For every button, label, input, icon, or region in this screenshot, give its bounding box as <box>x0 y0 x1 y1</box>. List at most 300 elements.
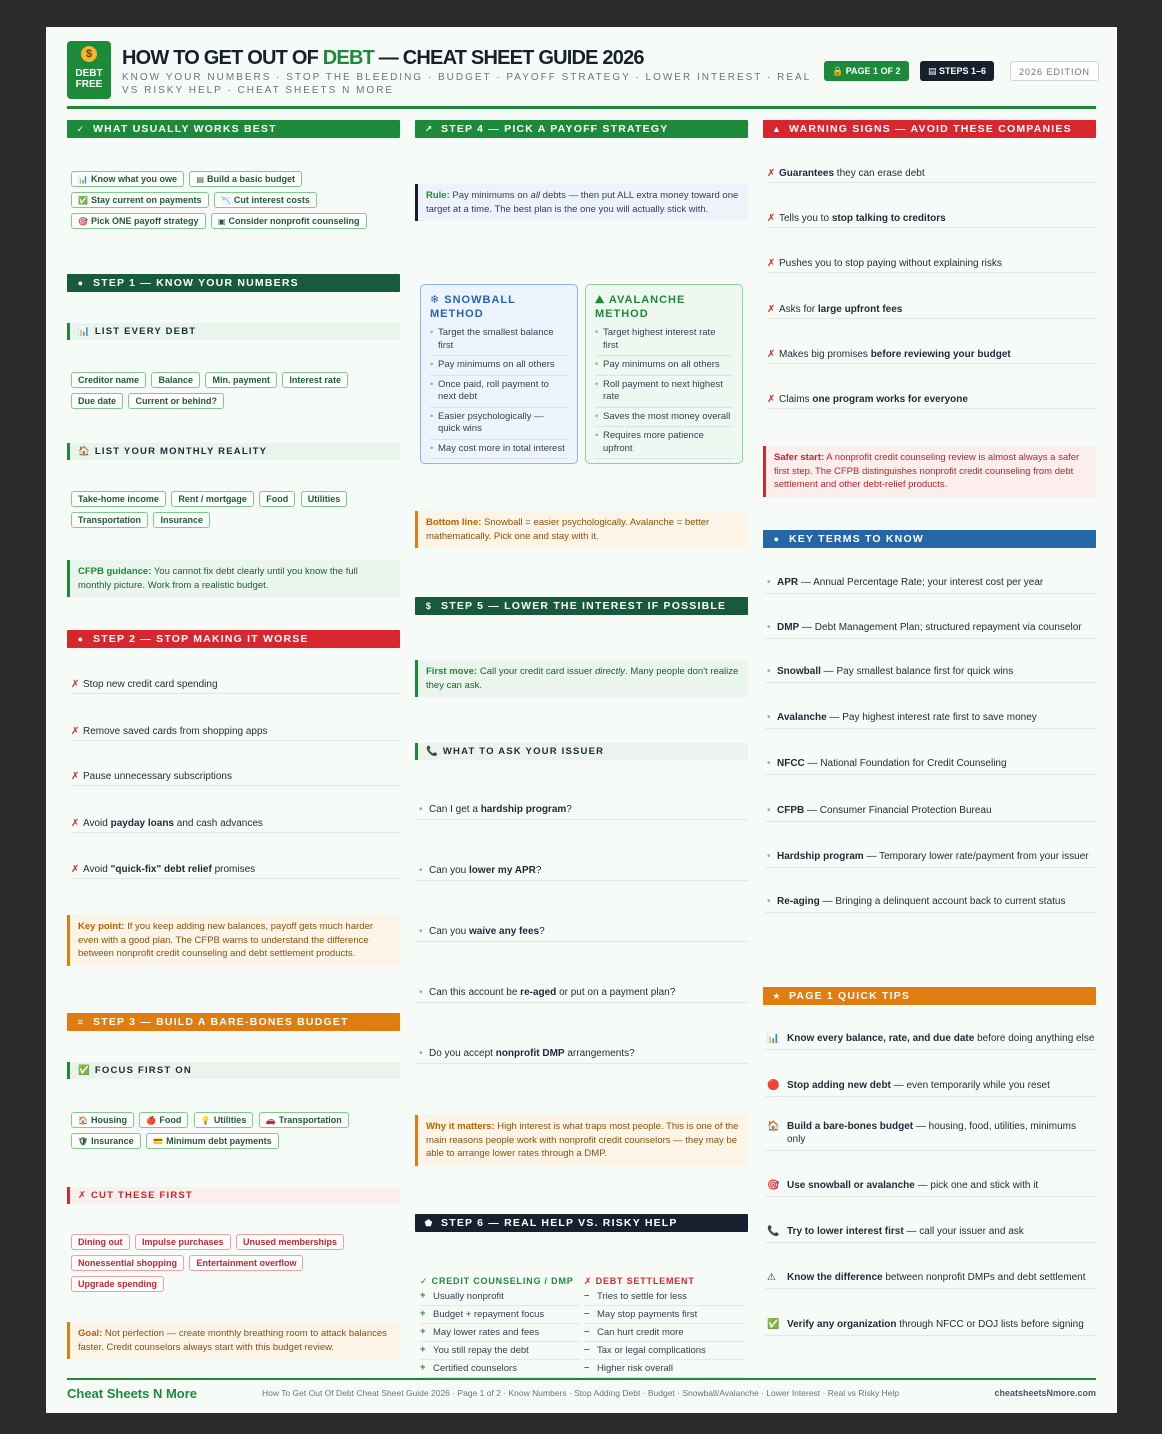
x-icon: ✗ <box>767 213 776 224</box>
minus-icon: – <box>584 1290 590 1301</box>
term-item <box>765 850 1096 868</box>
minus-icon: – <box>584 1362 590 1373</box>
goal-callout <box>67 1322 400 1359</box>
item-bold: before reviewing your budget <box>870 349 1011 360</box>
reality-chips <box>71 489 391 531</box>
plus-icon: + <box>420 1308 426 1319</box>
tip-text: between nonprofit DMPs and debt settlement <box>882 1272 1086 1283</box>
callout-label: Why it matters: <box>426 1121 495 1132</box>
step2-header <box>67 630 400 648</box>
step3-title: STEP 3 — BUILD A BARE-BONES BUDGET <box>93 1016 349 1028</box>
x-icon: ✗ <box>71 771 80 782</box>
logo-text-1: DEBT <box>75 68 103 79</box>
chip-label: Minimum debt payments <box>166 1136 272 1146</box>
works-best-title: WHAT USUALLY WORKS BEST <box>93 123 277 135</box>
terms-header <box>763 530 1096 548</box>
tip-bold: Know every balance, rate, and due date <box>787 1033 975 1044</box>
first-move-callout <box>415 660 748 697</box>
focus-chips <box>71 1110 391 1152</box>
item-text: May stop payments first <box>597 1309 698 1320</box>
info-icon: ● <box>77 278 85 288</box>
item-text: Do you accept <box>429 1048 496 1059</box>
item-bold: stop talking to creditors <box>831 213 946 224</box>
term-name: CFPB <box>777 805 805 816</box>
callout-label: Bottom line: <box>426 517 482 528</box>
house-icon: 🏠 <box>78 1116 88 1125</box>
shield-icon: ⬟ <box>424 1218 434 1228</box>
chip-food: Food <box>259 491 295 507</box>
chip-pick-strategy <box>71 213 206 229</box>
item-text: You still repay the debt <box>433 1345 529 1356</box>
item-bold: payday loans <box>110 818 174 829</box>
tip-text: — call your issuer and ask <box>903 1226 1024 1237</box>
footer-brand: Cheat Sheets N More <box>67 1386 198 1401</box>
callout-label: CFPB guidance: <box>78 566 152 577</box>
callout-text: Snowball = easier psychologically. Avalanche = better mathematically. Pick one and stay with it. <box>426 517 710 542</box>
chip-current-behind: Current or behind? <box>128 393 224 409</box>
term-item <box>765 804 1096 822</box>
item-text: ? <box>535 865 542 876</box>
apple-icon: 🍎 <box>146 1116 157 1125</box>
list-item: • Target highest interest rate first <box>595 327 733 356</box>
logo-text-2: FREE <box>75 79 103 90</box>
item-text: Avoid <box>83 864 111 875</box>
term-def: — Pay highest interest rate first to save money <box>826 712 1037 723</box>
monthly-reality-header <box>67 443 400 460</box>
warnings-title: WARNING SIGNS — AVOID THESE COMPANIES <box>789 123 1072 135</box>
item-bold: one program works for everyone <box>812 394 968 405</box>
star-icon: ★ <box>772 991 782 1001</box>
check-icon: ✅ <box>767 1319 780 1330</box>
item-text: Claims <box>779 394 813 405</box>
item-text: ? <box>539 926 545 937</box>
chip-balance: Balance <box>151 372 200 388</box>
term-name: DMP <box>777 622 800 633</box>
plus-icon: + <box>420 1344 426 1355</box>
term-item <box>765 757 1096 775</box>
avalanche-card <box>585 284 743 464</box>
snowball-list <box>430 327 568 459</box>
term-name: APR <box>777 577 799 588</box>
term-def: — Temporary lower rate/payment from your issuer <box>863 851 1089 862</box>
chip-insurance: Insurance <box>153 512 210 528</box>
chip-impulse: Impulse purchases <box>135 1234 231 1250</box>
step2-list <box>71 679 400 879</box>
term-def: — Pay smallest balance first for quick wins <box>820 666 1014 677</box>
step2-title: STEP 2 — STOP MAKING IT WORSE <box>93 633 309 645</box>
chip-insurance <box>71 1133 141 1149</box>
item-text: Can you <box>429 865 470 876</box>
list-item <box>71 864 400 879</box>
tip-text: — pick one and stick with it <box>914 1180 1039 1191</box>
info-icon: ● <box>773 534 781 544</box>
callout-text: Call your credit card issuer <box>477 666 595 677</box>
warning-icon: ⚠ <box>767 1272 776 1283</box>
target-icon: 🎯 <box>767 1180 780 1191</box>
car-icon: 🚗 <box>265 1116 276 1125</box>
title-pre: HOW TO GET OUT OF <box>122 47 323 69</box>
item-bold: "quick-fix" debt relief <box>110 864 212 875</box>
list-item <box>415 987 748 1003</box>
callout-emphasis: directly <box>594 666 626 677</box>
cheat-sheet-page <box>46 27 1117 1413</box>
tip-item <box>765 1225 1096 1243</box>
callout-text: debts — then put ALL extra money toward one target at a time. The best plan is the one you will actually stick with. <box>426 190 739 215</box>
x-icon: ✗ <box>767 349 776 360</box>
chart-icon: 📊 <box>78 326 95 337</box>
snowball-card <box>420 284 578 464</box>
term-def: — Bringing a delinquent account back to current status <box>819 896 1066 907</box>
header-divider <box>67 106 1096 109</box>
snowball-title <box>430 293 568 321</box>
chip-label: Stay current on payments <box>90 195 202 205</box>
chip-min-debt <box>146 1133 278 1149</box>
callout-label: Safer start: <box>774 452 825 463</box>
list-item <box>584 1309 744 1324</box>
list-item <box>584 1345 744 1360</box>
item-bold: hardship program <box>480 804 567 815</box>
x-icon: ✗ <box>71 726 80 737</box>
tip-item <box>765 1120 1096 1151</box>
tip-item <box>765 1271 1096 1289</box>
budget-icon: ▤ <box>196 175 204 184</box>
tip-item <box>765 1179 1096 1197</box>
chip-cut-interest <box>214 192 317 208</box>
chip-interest-rate: Interest rate <box>282 372 348 388</box>
list-item <box>420 1291 580 1306</box>
alert-icon: ● <box>77 634 85 644</box>
tip-item <box>765 1032 1096 1050</box>
chip-due-date: Due date <box>71 393 123 409</box>
item-text: Higher risk overall <box>597 1363 674 1374</box>
warning-icon: ▲ <box>771 124 783 134</box>
item-bold: re-aged <box>520 987 557 998</box>
checkbox-icon: ✅ <box>78 1065 95 1076</box>
chip-utilities <box>194 1112 253 1128</box>
item-text: Can you <box>429 926 470 937</box>
list-item <box>420 1363 580 1378</box>
step6-header <box>415 1214 748 1232</box>
chip-memberships: Unused memberships <box>236 1234 344 1250</box>
item-text: Can this account be <box>429 987 521 998</box>
item-bold: Guarantees <box>779 168 835 179</box>
list-item <box>767 213 1096 228</box>
list-item <box>767 349 1096 364</box>
chip-basic-budget <box>189 171 302 187</box>
list-item <box>71 726 400 741</box>
chip-label: Transportation <box>278 1115 342 1125</box>
list-item <box>71 818 400 833</box>
callout-text: You cannot fix debt clearly until you know the full monthly picture. Work from a realistic budget. <box>78 566 358 591</box>
debt-free-logo <box>67 41 111 99</box>
house-icon: 🏠 <box>767 1121 780 1132</box>
chip-creditor: Creditor name <box>71 372 146 388</box>
chip-income: Take-home income <box>71 491 166 507</box>
item-text: arrangements? <box>564 1048 635 1059</box>
item-bold: large upfront fees <box>817 304 903 315</box>
check-icon: ✓ <box>76 124 86 134</box>
list-item: • May cost more in total interest <box>430 443 568 460</box>
minus-icon: – <box>584 1326 590 1337</box>
item-text: Tells you to <box>779 213 832 224</box>
page-title <box>122 47 644 70</box>
title-post: — CHEAT SHEET GUIDE 2026 <box>374 47 644 69</box>
chip-nonprofit <box>211 213 367 229</box>
term-name: Snowball <box>777 666 821 677</box>
item-bold: waive any fees <box>469 926 540 937</box>
item-text: Tax or legal complications <box>597 1345 706 1356</box>
item-text: Asks for <box>779 304 818 315</box>
chip-upgrade: Upgrade spending <box>71 1276 164 1292</box>
step1-title: STEP 1 — KNOW YOUR NUMBERS <box>93 277 299 289</box>
step1-header <box>67 274 400 292</box>
step5-header <box>415 597 748 615</box>
list-item: • Pay minimums on all others <box>430 359 568 376</box>
term-def: — Consumer Financial Protection Bureau <box>804 805 992 816</box>
ask-issuer-header <box>415 743 748 760</box>
list-item <box>584 1363 744 1378</box>
snowflake-icon: ❄ <box>430 294 445 306</box>
tip-text: before doing anything else <box>974 1033 1095 1044</box>
list-item <box>584 1291 744 1306</box>
tip-text: — housing, food, utilities, minimums only <box>787 1121 1076 1145</box>
debt-chips <box>71 370 391 412</box>
tip-bold: Try to lower interest first <box>787 1226 904 1237</box>
sub-title: LIST YOUR MONTHLY REALITY <box>94 446 268 457</box>
tip-item <box>765 1079 1096 1097</box>
chip-dining-out: Dining out <box>71 1234 130 1250</box>
callout-text: A nonprofit credit counseling review is almost always a safer first step. The CFPB distinguishes nonprofit credit counseling from debt settlement and other debt-relief products. <box>774 452 1080 490</box>
item-text: or put on a payment plan? <box>556 987 676 998</box>
callout-label: First move: <box>426 666 478 677</box>
chip-entertainment: Entertainment overflow <box>189 1255 303 1271</box>
phone-icon: 📞 <box>426 746 443 757</box>
list-every-debt-header <box>67 323 400 340</box>
rule-callout <box>415 184 748 221</box>
list-item: • Saves the most money overall <box>595 411 733 428</box>
chip-label: Food <box>159 1115 182 1125</box>
step4-title: STEP 4 — PICK A PAYOFF STRATEGY <box>441 123 669 135</box>
chip-transportation <box>259 1112 349 1128</box>
callout-label: Goal: <box>78 1328 103 1339</box>
term-item <box>765 665 1096 683</box>
item-text: Avoid <box>83 818 111 829</box>
list-item <box>415 865 748 881</box>
cut-these-first-header: ✗ CUT THESE FIRST <box>67 1187 400 1204</box>
tip-text: — even temporarily while you reset <box>890 1080 1050 1091</box>
list-item <box>420 1309 580 1324</box>
tip-bold: Stop adding new debt <box>787 1080 891 1091</box>
list-item: • Requires more patience upfront <box>595 430 733 459</box>
item-text: promises <box>211 864 256 875</box>
tip-bold: Build a bare-bones budget <box>787 1121 914 1132</box>
term-name: Re-aging <box>777 896 820 907</box>
footer-url[interactable]: cheatsheetsNmore.com <box>994 1388 1096 1398</box>
x-icon: ✗ <box>71 864 80 875</box>
chip-label: Insurance <box>91 1136 134 1146</box>
step4-header <box>415 120 748 138</box>
tip-item <box>765 1318 1096 1336</box>
list-item <box>415 804 748 820</box>
term-def: — Annual Percentage Rate; your interest cost per year <box>798 577 1044 588</box>
term-name: NFCC <box>777 758 805 769</box>
list-item: • Pay minimums on all others <box>595 359 733 376</box>
item-text: Can hurt credit more <box>597 1327 684 1338</box>
mountain-icon: ⛰ <box>595 294 609 306</box>
stop-icon: 🔴 <box>767 1080 780 1091</box>
item-text: Makes big promises <box>779 349 871 360</box>
term-item <box>765 895 1096 913</box>
counseling-header: ✓ CREDIT COUNSELING / DMP <box>420 1276 574 1286</box>
term-item <box>765 711 1096 729</box>
item-text: and cash advances <box>173 818 263 829</box>
terms-list <box>765 576 1096 913</box>
chip-food <box>139 1112 188 1128</box>
chip-label: Cut interest costs <box>233 195 310 205</box>
page-subtitle: KNOW YOUR NUMBERS · STOP THE BLEEDING · BUDGET · PAYOFF STRATEGY · LOWER INTEREST · REAL VS RISKY HELP · CHEAT SHEETS N MORE <box>122 72 811 96</box>
plus-icon: + <box>420 1362 426 1373</box>
item-text: Budget + repayment focus <box>433 1309 545 1320</box>
target-icon: 🎯 <box>78 217 88 226</box>
term-item <box>765 576 1096 594</box>
chip-label: Build a basic budget <box>207 174 296 184</box>
term-item <box>765 621 1096 639</box>
item-text: Usually nonprofit <box>433 1291 504 1302</box>
key-point-callout <box>67 915 400 966</box>
list-item <box>584 1327 744 1342</box>
footer-divider <box>67 1378 1096 1380</box>
tips-header <box>763 987 1096 1005</box>
chart-icon: 📊 <box>78 175 88 184</box>
list-item <box>767 168 1096 183</box>
cfpb-guidance-callout <box>67 560 400 597</box>
trend-icon: ↗ <box>424 124 434 134</box>
x-icon: ✗ <box>71 679 80 690</box>
item-text: they can erase debt <box>834 168 925 179</box>
callout-text: If you keep adding new balances, payoff gets much harder even with a good plan. The CFPB warns to understand the difference between nonprofit credit counseling and debt settlement products. <box>78 921 374 959</box>
sub-title: FOCUS FIRST ON <box>94 1065 192 1076</box>
why-matters-callout <box>415 1115 748 1166</box>
chip-know-owe <box>71 171 184 187</box>
list-item: • Once paid, roll payment to next debt <box>430 379 568 408</box>
issuer-questions <box>415 804 748 1064</box>
step5-title: STEP 5 — LOWER THE INTEREST IF POSSIBLE <box>441 600 727 612</box>
chip-housing <box>71 1112 134 1128</box>
item-text: Tries to settle for less <box>597 1291 687 1302</box>
tips-list <box>765 1032 1096 1336</box>
list-item <box>71 771 400 786</box>
chip-min-payment: Min. payment <box>205 372 277 388</box>
home-icon: 🏠 <box>78 446 95 457</box>
item-text: ? <box>566 804 572 815</box>
callout-text: . Many people don't realize they can ask. <box>426 666 739 691</box>
list-item <box>415 926 748 942</box>
x-icon: ✗ <box>71 818 80 829</box>
chip-label: Consider nonprofit counseling <box>228 216 360 226</box>
list-item: • Roll payment to next highest rate <box>595 379 733 408</box>
x-icon: ✗ <box>767 394 776 405</box>
list-item <box>767 394 1096 409</box>
bottom-line-callout <box>415 511 748 548</box>
item-text: May lower rates and fees <box>433 1327 540 1338</box>
lightbulb-icon: 💡 <box>200 1116 211 1125</box>
callout-label: Rule: <box>426 190 450 201</box>
works-best-header <box>67 120 400 138</box>
tip-bold: Verify any organization <box>787 1319 897 1330</box>
chip-utilities: Utilities <box>301 491 348 507</box>
item-text: Certified counselors <box>433 1363 517 1374</box>
chip-label: Know what you owe <box>90 174 177 184</box>
trend-down-icon: 📉 <box>220 196 231 205</box>
callout-text: High interest is what traps most people. This is one of the main reasons people work with nonprofit credit counselors — they may be able to arrange lower rates through a DMP. <box>426 1121 739 1159</box>
chip-nonessential: Nonessential shopping <box>71 1255 184 1271</box>
counseling-list <box>420 1276 580 1381</box>
lock-icon: 🔒 <box>832 66 846 76</box>
chip-transportation: Transportation <box>71 512 148 528</box>
chip-label: Utilities <box>213 1115 247 1125</box>
avalanche-list <box>595 327 733 459</box>
term-name: Avalanche <box>777 712 827 723</box>
chip-label: Housing <box>90 1115 127 1125</box>
callout-label: Key point: <box>78 921 125 932</box>
tip-bold: Use snowball or avalanche <box>787 1180 915 1191</box>
item-text: Can I get a <box>429 804 481 815</box>
tip-bold: Know the difference <box>787 1272 883 1283</box>
card-title: AVALANCHE METHOD <box>595 294 686 320</box>
x-icon: ✗ <box>767 168 776 179</box>
footer-description: How To Get Out Of Debt Cheat Sheet Guide 2026 · Page 1 of 2 · Know Numbers · Stop Adding Debt · Budget · Snowball/Avalanche · Lower Interest · Real vs Risky Help <box>262 1388 900 1398</box>
list-item <box>415 1048 748 1064</box>
cut-chips <box>71 1232 391 1295</box>
list-item <box>420 1327 580 1342</box>
phone-icon: 📞 <box>767 1226 780 1237</box>
dollar-icon: $ <box>425 601 433 611</box>
list-item: • Target the smallest balance first <box>430 327 568 356</box>
item-text: Remove saved cards from shopping apps <box>83 726 268 737</box>
tips-title: PAGE 1 QUICK TIPS <box>789 990 911 1002</box>
warnings-list <box>767 168 1096 409</box>
credit-card-icon: 💳 <box>153 1137 164 1146</box>
x-icon: ✗ <box>767 304 776 315</box>
term-name: Hardship program <box>777 851 864 862</box>
minus-icon: – <box>584 1344 590 1355</box>
x-icon: ✗ <box>767 258 776 269</box>
term-def: — National Foundation for Credit Counseling <box>804 758 1007 769</box>
shield-icon: 🛡 <box>78 1137 89 1146</box>
page-badge <box>824 61 909 81</box>
chip-stay-current <box>71 192 209 208</box>
checkbox-icon: ✅ <box>78 196 88 205</box>
list-item <box>767 304 1096 319</box>
settlement-list <box>584 1276 744 1381</box>
card-title: SNOWBALL METHOD <box>430 294 516 320</box>
list-item <box>767 258 1096 273</box>
warnings-header <box>763 120 1096 138</box>
callout-emphasis: all <box>530 190 541 201</box>
minus-icon: – <box>584 1308 590 1319</box>
callout-text: Not perfection — create monthly breathing room to attack balances faster. Credit counselors always start with this budget review. <box>78 1328 387 1353</box>
callout-text: Pay minimums on <box>449 190 531 201</box>
step6-title: STEP 6 — REAL HELP VS. RISKY HELP <box>441 1217 678 1229</box>
page-badge-label: PAGE 1 OF 2 <box>845 66 901 76</box>
item-text: Pushes you to stop paying without explaining risks <box>779 258 1002 269</box>
list-item <box>71 679 400 694</box>
focus-first-header <box>67 1062 400 1079</box>
list-item: • Easier psychologically — quick wins <box>430 411 568 440</box>
money-bag-icon: $ <box>81 46 97 62</box>
list-item <box>420 1345 580 1360</box>
edition-badge: 2026 EDITION <box>1010 61 1099 81</box>
